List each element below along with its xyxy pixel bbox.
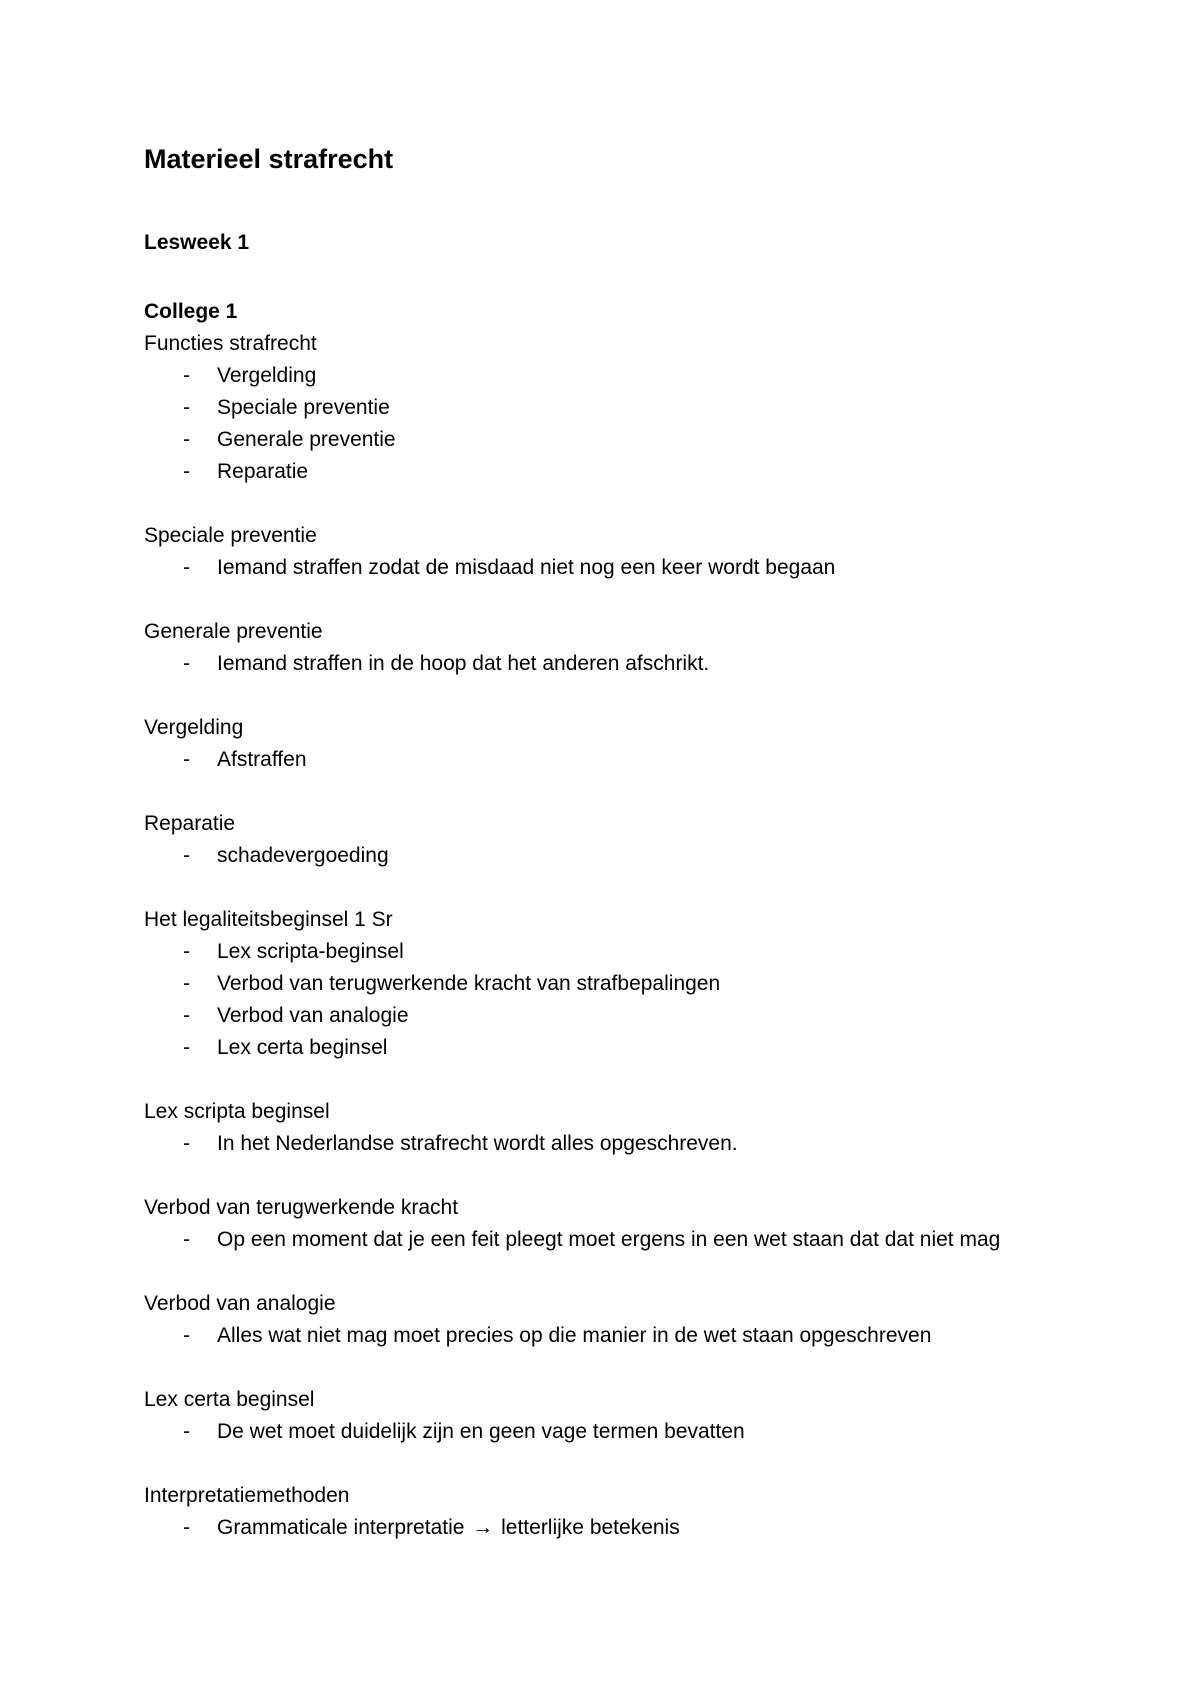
- section: [144, 1480, 1074, 1544]
- item-text: Iemand straffen zodat de misdaad niet nog een keer wordt begaan: [217, 556, 836, 579]
- item-text: Lex scripta-beginsel: [217, 940, 404, 963]
- list-item: [144, 936, 1074, 968]
- item-text: letterlijke betekenis: [501, 1516, 680, 1539]
- section-list: [144, 648, 1074, 680]
- section-list: [144, 552, 1074, 584]
- section-title: Lex scripta beginsel: [144, 1100, 330, 1123]
- item-text: De wet moet duidelijk zijn en geen vage termen bevatten: [217, 1420, 745, 1443]
- lecture-notes: [144, 296, 1074, 1576]
- section: [144, 1192, 1074, 1256]
- item-text: Generale preventie: [217, 428, 396, 451]
- section-title: Speciale preventie: [144, 524, 317, 547]
- section-list: [144, 1320, 1074, 1352]
- bullet-dash: -: [183, 428, 190, 451]
- bullet-dash: -: [183, 396, 190, 419]
- bullet-dash: -: [183, 652, 190, 675]
- bullet-dash: -: [183, 364, 190, 387]
- item-text: Grammaticale interpretatie: [217, 1516, 465, 1539]
- item-text: Reparatie: [217, 460, 309, 483]
- section: [144, 1096, 1074, 1160]
- section: [144, 520, 1074, 584]
- section: [144, 904, 1074, 1064]
- bullet-dash: -: [183, 844, 190, 867]
- section-list: [144, 744, 1074, 776]
- section-list: [144, 360, 1074, 488]
- section-title: Reparatie: [144, 812, 236, 835]
- bullet-dash: -: [183, 748, 190, 771]
- section: [144, 1384, 1074, 1448]
- section: [144, 328, 1074, 488]
- list-item: [144, 648, 1074, 680]
- week-heading: Lesweek 1: [144, 231, 250, 254]
- list-item: [144, 360, 1074, 392]
- item-text: Speciale preventie: [217, 396, 390, 419]
- section-title: Het legaliteitsbeginsel 1 Sr: [144, 908, 393, 931]
- section-title: Interpretatiemethoden: [144, 1484, 350, 1507]
- bullet-dash: -: [183, 556, 190, 579]
- list-item: [144, 1128, 1074, 1160]
- list-item: [144, 744, 1074, 776]
- section-list: [144, 1224, 1074, 1256]
- section-title: Generale preventie: [144, 620, 323, 643]
- item-text: Lex certa beginsel: [217, 1036, 388, 1059]
- item-text: Vergelding: [217, 364, 317, 387]
- bullet-dash: -: [183, 972, 190, 995]
- section-list: [144, 840, 1074, 872]
- item-text: Op een moment dat je een feit pleegt moet ergens in een wet staan dat dat niet mag: [217, 1228, 1001, 1251]
- item-text: Verbod van analogie: [217, 1004, 409, 1027]
- section: [144, 712, 1074, 776]
- item-text: Alles wat niet mag moet precies op die manier in de wet staan opgeschreven: [217, 1324, 932, 1347]
- list-item: [144, 552, 1074, 584]
- section-title: Functies strafrecht: [144, 332, 317, 355]
- section: [144, 1288, 1074, 1352]
- section-list: [144, 1128, 1074, 1160]
- list-item: [144, 840, 1074, 872]
- item-text: Verbod van terugwerkende kracht van strafbepalingen: [217, 972, 721, 995]
- section-list: [144, 1416, 1074, 1448]
- bullet-dash: -: [183, 460, 190, 483]
- list-item: [144, 968, 1074, 1000]
- item-text: schadevergoeding: [217, 844, 389, 867]
- section-title: Lex certa beginsel: [144, 1388, 315, 1411]
- section-title: Verbod van analogie: [144, 1292, 336, 1315]
- bullet-dash: -: [183, 1036, 190, 1059]
- bullet-dash: -: [183, 1420, 190, 1443]
- list-item: [144, 392, 1074, 424]
- document-title: Materieel strafrecht: [144, 144, 394, 174]
- bullet-dash: -: [183, 940, 190, 963]
- section: [144, 808, 1074, 872]
- bullet-dash: -: [183, 1324, 190, 1347]
- bullet-dash: -: [183, 1228, 190, 1251]
- list-item: [144, 1224, 1074, 1256]
- college-heading: College 1: [144, 300, 238, 323]
- list-item: [144, 1512, 1074, 1544]
- section-title: Vergelding: [144, 716, 244, 739]
- section: [144, 616, 1074, 680]
- section-title: Verbod van terugwerkende kracht: [144, 1196, 459, 1219]
- item-text: Iemand straffen in de hoop dat het anderen afschrikt.: [217, 652, 710, 675]
- arrow-right-icon: →: [472, 1516, 494, 1539]
- sections-container: [144, 328, 1074, 1448]
- bullet-dash: -: [183, 1516, 190, 1539]
- section-list: [144, 936, 1074, 1064]
- section-list: [144, 1512, 1074, 1544]
- list-item: [144, 1032, 1074, 1064]
- item-text: Afstraffen: [217, 748, 307, 771]
- bullet-dash: -: [183, 1132, 190, 1155]
- list-item: [144, 424, 1074, 456]
- list-item: [144, 1416, 1074, 1448]
- bullet-dash: -: [183, 1004, 190, 1027]
- list-item: [144, 1320, 1074, 1352]
- item-text: In het Nederlandse strafrecht wordt alles opgeschreven.: [217, 1132, 738, 1155]
- list-item: [144, 456, 1074, 488]
- list-item: [144, 1000, 1074, 1032]
